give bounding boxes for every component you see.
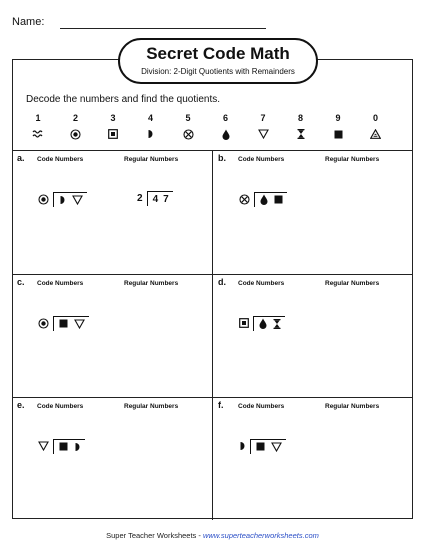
code-key-number: 3 <box>110 113 116 123</box>
code-key-item <box>289 113 313 140</box>
code-numbers-heading: Code Numbers <box>37 280 84 287</box>
coded-dividend <box>53 316 89 331</box>
circle-x-icon <box>239 194 250 205</box>
drop-icon <box>259 318 267 329</box>
square-dot-icon <box>239 318 249 328</box>
code-key-symbol <box>289 128 313 140</box>
square-filled-icon <box>334 130 343 139</box>
code-key-number: 7 <box>260 113 266 123</box>
code-key-number: 9 <box>335 113 341 123</box>
regular-divisor: 2 <box>137 193 143 204</box>
circle-x-icon <box>183 129 194 140</box>
regular-dividend <box>147 191 173 206</box>
code-key-symbol <box>139 128 163 140</box>
coded-divisor <box>239 438 246 454</box>
code-key-number: 5 <box>185 113 191 123</box>
coded-division <box>239 438 286 454</box>
coded-dividend <box>250 439 286 454</box>
regular-numbers-heading: Regular Numbers <box>124 280 179 287</box>
coded-dividend <box>254 192 287 207</box>
coded-division <box>38 438 85 454</box>
coded-division <box>38 315 89 331</box>
footer-url[interactable]: www.superteacherworksheets.com <box>202 531 319 540</box>
footer <box>0 531 425 540</box>
coded-divisor <box>239 191 250 207</box>
triangle-down-icon <box>74 319 85 329</box>
code-key-number: 1 <box>35 113 41 123</box>
code-numbers-heading: Code Numbers <box>238 280 285 287</box>
title-banner <box>118 38 318 84</box>
coded-dividend <box>53 192 87 207</box>
problem-letter: e. <box>17 400 25 410</box>
coded-division <box>239 315 285 331</box>
code-key-symbol <box>64 128 88 140</box>
instructions: Decode the numbers and find the quotients. <box>26 94 221 105</box>
half-circle-icon <box>147 129 154 139</box>
regular-digit: 7 <box>163 193 169 205</box>
name-label: Name: <box>12 16 45 28</box>
triangle-down-icon <box>271 442 282 452</box>
target-icon <box>38 194 49 205</box>
triangle-down-icon <box>258 129 269 139</box>
regular-digit: 4 <box>152 193 159 205</box>
code-key-symbol <box>176 128 200 140</box>
square-filled-icon <box>256 442 265 451</box>
code-key-number: 8 <box>297 113 303 123</box>
problem-letter: c. <box>17 277 25 287</box>
regular-numbers-heading: Regular Numbers <box>124 156 179 163</box>
square-dot-icon <box>108 129 118 139</box>
square-filled-icon <box>274 195 283 204</box>
drop-icon <box>260 194 268 205</box>
code-key-symbol <box>326 128 350 140</box>
regular-numbers-heading: Regular Numbers <box>325 280 380 287</box>
target-icon <box>38 318 49 329</box>
hourglass-icon <box>297 129 305 139</box>
problem-b <box>212 151 413 274</box>
code-key-symbol <box>26 128 50 140</box>
code-key-item <box>26 113 50 140</box>
code-key-symbol <box>251 128 275 140</box>
coded-division <box>239 191 287 207</box>
problem-letter: b. <box>218 153 226 163</box>
coded-divisor <box>38 315 49 331</box>
target-icon <box>70 129 81 140</box>
regular-division <box>137 191 173 206</box>
code-key-item <box>364 113 388 140</box>
code-key-symbol <box>101 128 125 140</box>
drop-icon <box>222 129 230 140</box>
code-key-number: 0 <box>372 113 378 123</box>
coded-dividend <box>53 439 85 454</box>
code-key-item <box>139 113 163 140</box>
square-filled-icon <box>59 319 68 328</box>
name-line[interactable] <box>60 28 266 29</box>
code-key <box>26 113 398 145</box>
problem-grid <box>12 150 413 519</box>
code-key-item <box>251 113 275 140</box>
problem-letter: f. <box>218 400 224 410</box>
problem-e <box>12 397 212 520</box>
coded-division <box>38 191 87 207</box>
code-key-number: 2 <box>72 113 78 123</box>
regular-numbers-heading: Regular Numbers <box>124 403 179 410</box>
waves-icon <box>32 129 44 139</box>
page-subtitle: Division: 2-Digit Quotients with Remainders <box>141 67 295 76</box>
code-key-item <box>176 113 200 140</box>
footer-separator: - <box>196 531 203 540</box>
problem-f <box>212 397 413 520</box>
half-circle-icon <box>239 441 246 451</box>
problem-c <box>12 274 212 397</box>
triangle-striped-icon <box>370 129 381 139</box>
code-key-item <box>101 113 125 140</box>
code-numbers-heading: Code Numbers <box>238 403 285 410</box>
coded-divisor <box>38 438 49 454</box>
half-circle-icon <box>74 442 81 452</box>
code-numbers-heading: Code Numbers <box>37 403 84 410</box>
footer-brand: Super Teacher Worksheets <box>106 531 197 540</box>
triangle-down-icon <box>72 195 83 205</box>
coded-divisor <box>38 191 49 207</box>
triangle-down-icon <box>38 441 49 451</box>
page-title: Secret Code Math <box>146 44 290 63</box>
code-key-number: 4 <box>147 113 153 123</box>
code-key-number: 6 <box>222 113 228 123</box>
code-key-item <box>214 113 238 140</box>
code-key-symbol <box>214 128 238 140</box>
hourglass-icon <box>273 319 281 329</box>
code-numbers-heading: Code Numbers <box>37 156 84 163</box>
problem-letter: d. <box>218 277 226 287</box>
half-circle-icon <box>59 195 66 205</box>
coded-divisor <box>239 315 249 331</box>
code-key-item <box>64 113 88 140</box>
coded-dividend <box>253 316 285 331</box>
code-numbers-heading: Code Numbers <box>238 156 285 163</box>
problem-letter: a. <box>17 153 25 163</box>
code-key-item <box>326 113 350 140</box>
regular-numbers-heading: Regular Numbers <box>325 403 380 410</box>
problem-d <box>212 274 413 397</box>
square-filled-icon <box>59 442 68 451</box>
problem-a <box>12 151 212 274</box>
code-key-symbol <box>364 128 388 140</box>
regular-numbers-heading: Regular Numbers <box>325 156 380 163</box>
